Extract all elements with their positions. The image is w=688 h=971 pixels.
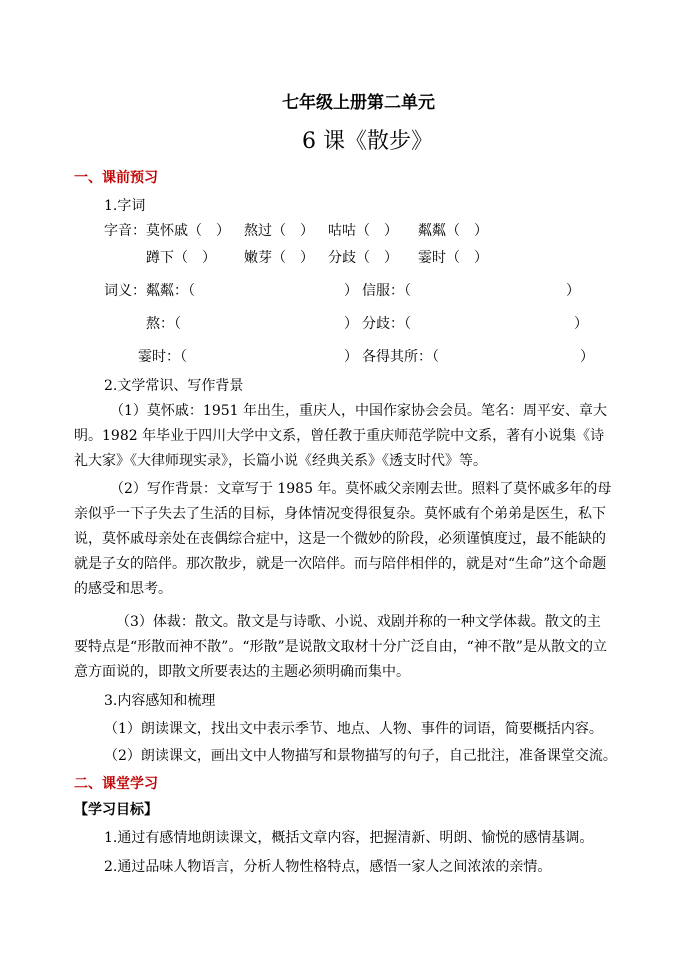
goal-item: 2.通过品味人物语言，分析人物性格特点，感悟一家人之间浓浓的亲情。 <box>104 859 552 875</box>
goals-heading: 【学习目标】 <box>74 802 158 818</box>
paragraph-background: （2）写作背景：文章写于 1985 年。莫怀戚父亲刚去世。照料了莫怀戚多年的母亲似乎一下子失去了生活的目标，身体情况变得很复杂。莫怀戚有个弟弟是医生，私下说，莫怀戚母亲处在丧偶综合症中，这是一个微妙的阶段，必须谨慎度过，最不能缺的就是子女的陪伴。那次散步，就是一次陪伴。而与陪伴相伴的，就是对“生命”这个命题的感受和思考。 <box>74 481 612 597</box>
subheading-background: 2.文学常识、写作背景 <box>104 378 244 394</box>
unit-title: 七年级上册第二单元 <box>282 93 435 113</box>
meaning-item: 各得其所：（ <box>362 349 439 365</box>
meaning-item: 信服：（ <box>362 283 411 299</box>
meaning-item: 霎时：（ <box>138 349 187 365</box>
pronunciation-item: 咕咕（ ） <box>328 223 398 239</box>
meaning-blank-close: ） <box>344 316 358 332</box>
pronunciation-item: 霎时（ ） <box>418 250 488 266</box>
subheading-content: 3.内容感知和梳理 <box>104 693 216 709</box>
meaning-label: 词义： <box>104 283 146 299</box>
meaning-item: 分歧：（ <box>362 316 411 332</box>
meaning-blank-close: ） <box>344 349 358 365</box>
lesson-title: 6 课《散步》 <box>302 129 433 154</box>
subheading-words: 1.字词 <box>104 198 146 214</box>
section-heading-classroom: 二、课堂学习 <box>74 776 158 792</box>
task-item: （1）朗读课文，找出文中表示季节、地点、人物、事件的词语，简要概括内容。 <box>104 721 603 737</box>
paragraph-genre: （3）体裁：散文。散文是与诗歌、小说、戏剧并称的一种文学体裁。散文的主要特点是“形散而神不散”。“形散”是说散文取材十分广泛自由，“神不散”是从散文的立意方面说的，即散文所要表达的主题必须明确而集中。 <box>74 614 607 680</box>
pronunciation-item: 分歧（ ） <box>328 250 398 266</box>
pronunciation-item: 熬过（ ） <box>244 223 314 239</box>
meaning-item: 熬：（ <box>146 316 181 332</box>
meaning-item: 粼粼：（ <box>146 283 195 299</box>
pronunciation-item: 莫怀戚（ ） <box>146 223 230 239</box>
meaning-blank-close: ） <box>344 283 358 299</box>
task-item: （2）朗读课文，画出文中人物描写和景物描写的句子，自己批注，准备课堂交流。 <box>104 748 617 764</box>
goal-item: 1.通过有感情地朗读课文，概括文章内容，把握清新、明朗、愉悦的感情基调。 <box>104 830 594 846</box>
paragraph-author: （1）莫怀戚：1951 年出生，重庆人，中国作家协会会员。笔名：周平安、章大明。1982 年毕业于四川大学中文系，曾任教于重庆师范学院中文系，著有小说集《诗礼大家》《大律师现实录》，长篇小说《经典关系》《透支时代》等。 <box>74 403 607 469</box>
meaning-blank-close: ） <box>580 349 594 365</box>
pronunciation-label: 字音： <box>104 223 146 239</box>
meaning-blank-close: ） <box>566 283 580 299</box>
meaning-blank-close: ） <box>574 316 588 332</box>
pronunciation-item: 蹲下（ ） <box>146 250 216 266</box>
section-heading-preview: 一、课前预习 <box>74 170 158 186</box>
pronunciation-item: 粼粼（ ） <box>418 223 488 239</box>
pronunciation-item: 嫩芽（ ） <box>244 250 314 266</box>
